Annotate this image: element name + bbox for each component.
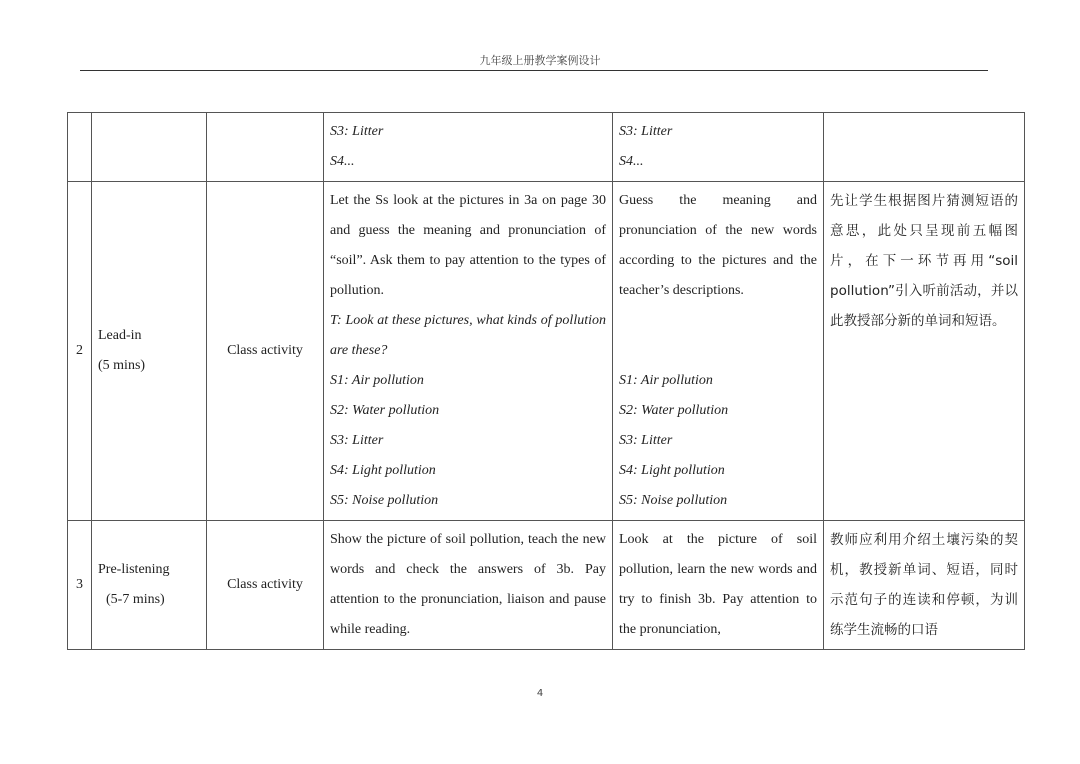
dialogue-line: S3: Litter bbox=[330, 433, 384, 448]
dialogue-line: S2: Water pollution bbox=[619, 403, 729, 418]
dialogue-line: S4: Light pollution bbox=[330, 463, 436, 478]
page-header: 九年级上册教学案例设计 bbox=[479, 54, 601, 67]
table-row bbox=[68, 521, 1025, 650]
purpose-cell bbox=[824, 113, 1025, 182]
stage-cell bbox=[92, 521, 207, 650]
purpose-text: 教师应利用介绍土壤污染的契机，教授新单词、短语，同时示范句子的连读和停顿，为训练学生流畅的口语 bbox=[830, 532, 1018, 638]
teacher-activity-cell bbox=[324, 113, 613, 182]
teacher-instructions: Show the picture of soil pollution, teach the new words and check the answers of 3b. Pay attention to the pronunciation, liaison and pause while reading. bbox=[330, 532, 606, 637]
student-activity-cell bbox=[613, 521, 824, 650]
stage-cell bbox=[92, 182, 207, 521]
dialogue-line: S4: Light pollution bbox=[619, 463, 725, 478]
student-instructions: Look at the picture of soil pollution, learn the new words and try to finish 3b. Pay attention to the pronunciation, bbox=[619, 532, 817, 637]
table-row bbox=[68, 113, 1025, 182]
lesson-plan-table bbox=[67, 112, 1025, 650]
form-cell: Class activity bbox=[207, 521, 324, 650]
dialogue-line: S4... bbox=[330, 154, 355, 169]
dialogue-line: S2: Water pollution bbox=[330, 403, 440, 418]
step-number-cell: 2 bbox=[68, 182, 92, 521]
page-number: 4 bbox=[536, 688, 544, 699]
purpose-cell bbox=[824, 182, 1025, 521]
dialogue-line: S5: Noise pollution bbox=[330, 493, 439, 508]
form-cell bbox=[207, 113, 324, 182]
dialogue-line: S1: Air pollution bbox=[330, 373, 424, 388]
teacher-activity-cell bbox=[324, 521, 613, 650]
dialogue-line: S4... bbox=[619, 154, 644, 169]
dialogue-line: S1: Air pollution bbox=[619, 373, 713, 388]
stage-cell bbox=[92, 113, 207, 182]
dialogue-line: S3: Litter bbox=[330, 124, 384, 139]
dialogue-line: S3: Litter bbox=[619, 433, 673, 448]
dialogue-line: T: Look at these pictures, what kinds of pollution are these? bbox=[330, 313, 606, 358]
purpose-cell bbox=[824, 521, 1025, 650]
stage-duration: (5 mins) bbox=[98, 358, 146, 373]
step-number-cell: 3 bbox=[68, 521, 92, 650]
teacher-instructions: Let the Ss look at the pictures in 3a on page 30 and guess the meaning and pronunciation of “soil”. Ask them to pay attention to the types of pollution. bbox=[330, 193, 606, 298]
teacher-activity-cell bbox=[324, 182, 613, 521]
stage-name: Pre-listening bbox=[98, 562, 170, 577]
student-activity-cell bbox=[613, 113, 824, 182]
step-number-cell bbox=[68, 113, 92, 182]
stage-duration: (5-7 mins) bbox=[106, 592, 165, 607]
dialogue-line: S3: Litter bbox=[619, 124, 673, 139]
student-activity-cell bbox=[613, 182, 824, 521]
table-row bbox=[68, 182, 1025, 521]
header-rule bbox=[80, 70, 988, 71]
stage-name: Lead-in bbox=[98, 328, 142, 343]
form-cell: Class activity bbox=[207, 182, 324, 521]
dialogue-line: S5: Noise pollution bbox=[619, 493, 728, 508]
student-instructions: Guess the meaning and pronunciation of the new words according to the pictures and the teacher’s descriptions. bbox=[619, 193, 817, 298]
purpose-text: 先让学生根据图片猜测短语的意思，此处只呈现前五幅图片，在下一环节再用“soil pollution”引入听前活动，并以此教授部分新的单词和短语。 bbox=[830, 193, 1018, 329]
